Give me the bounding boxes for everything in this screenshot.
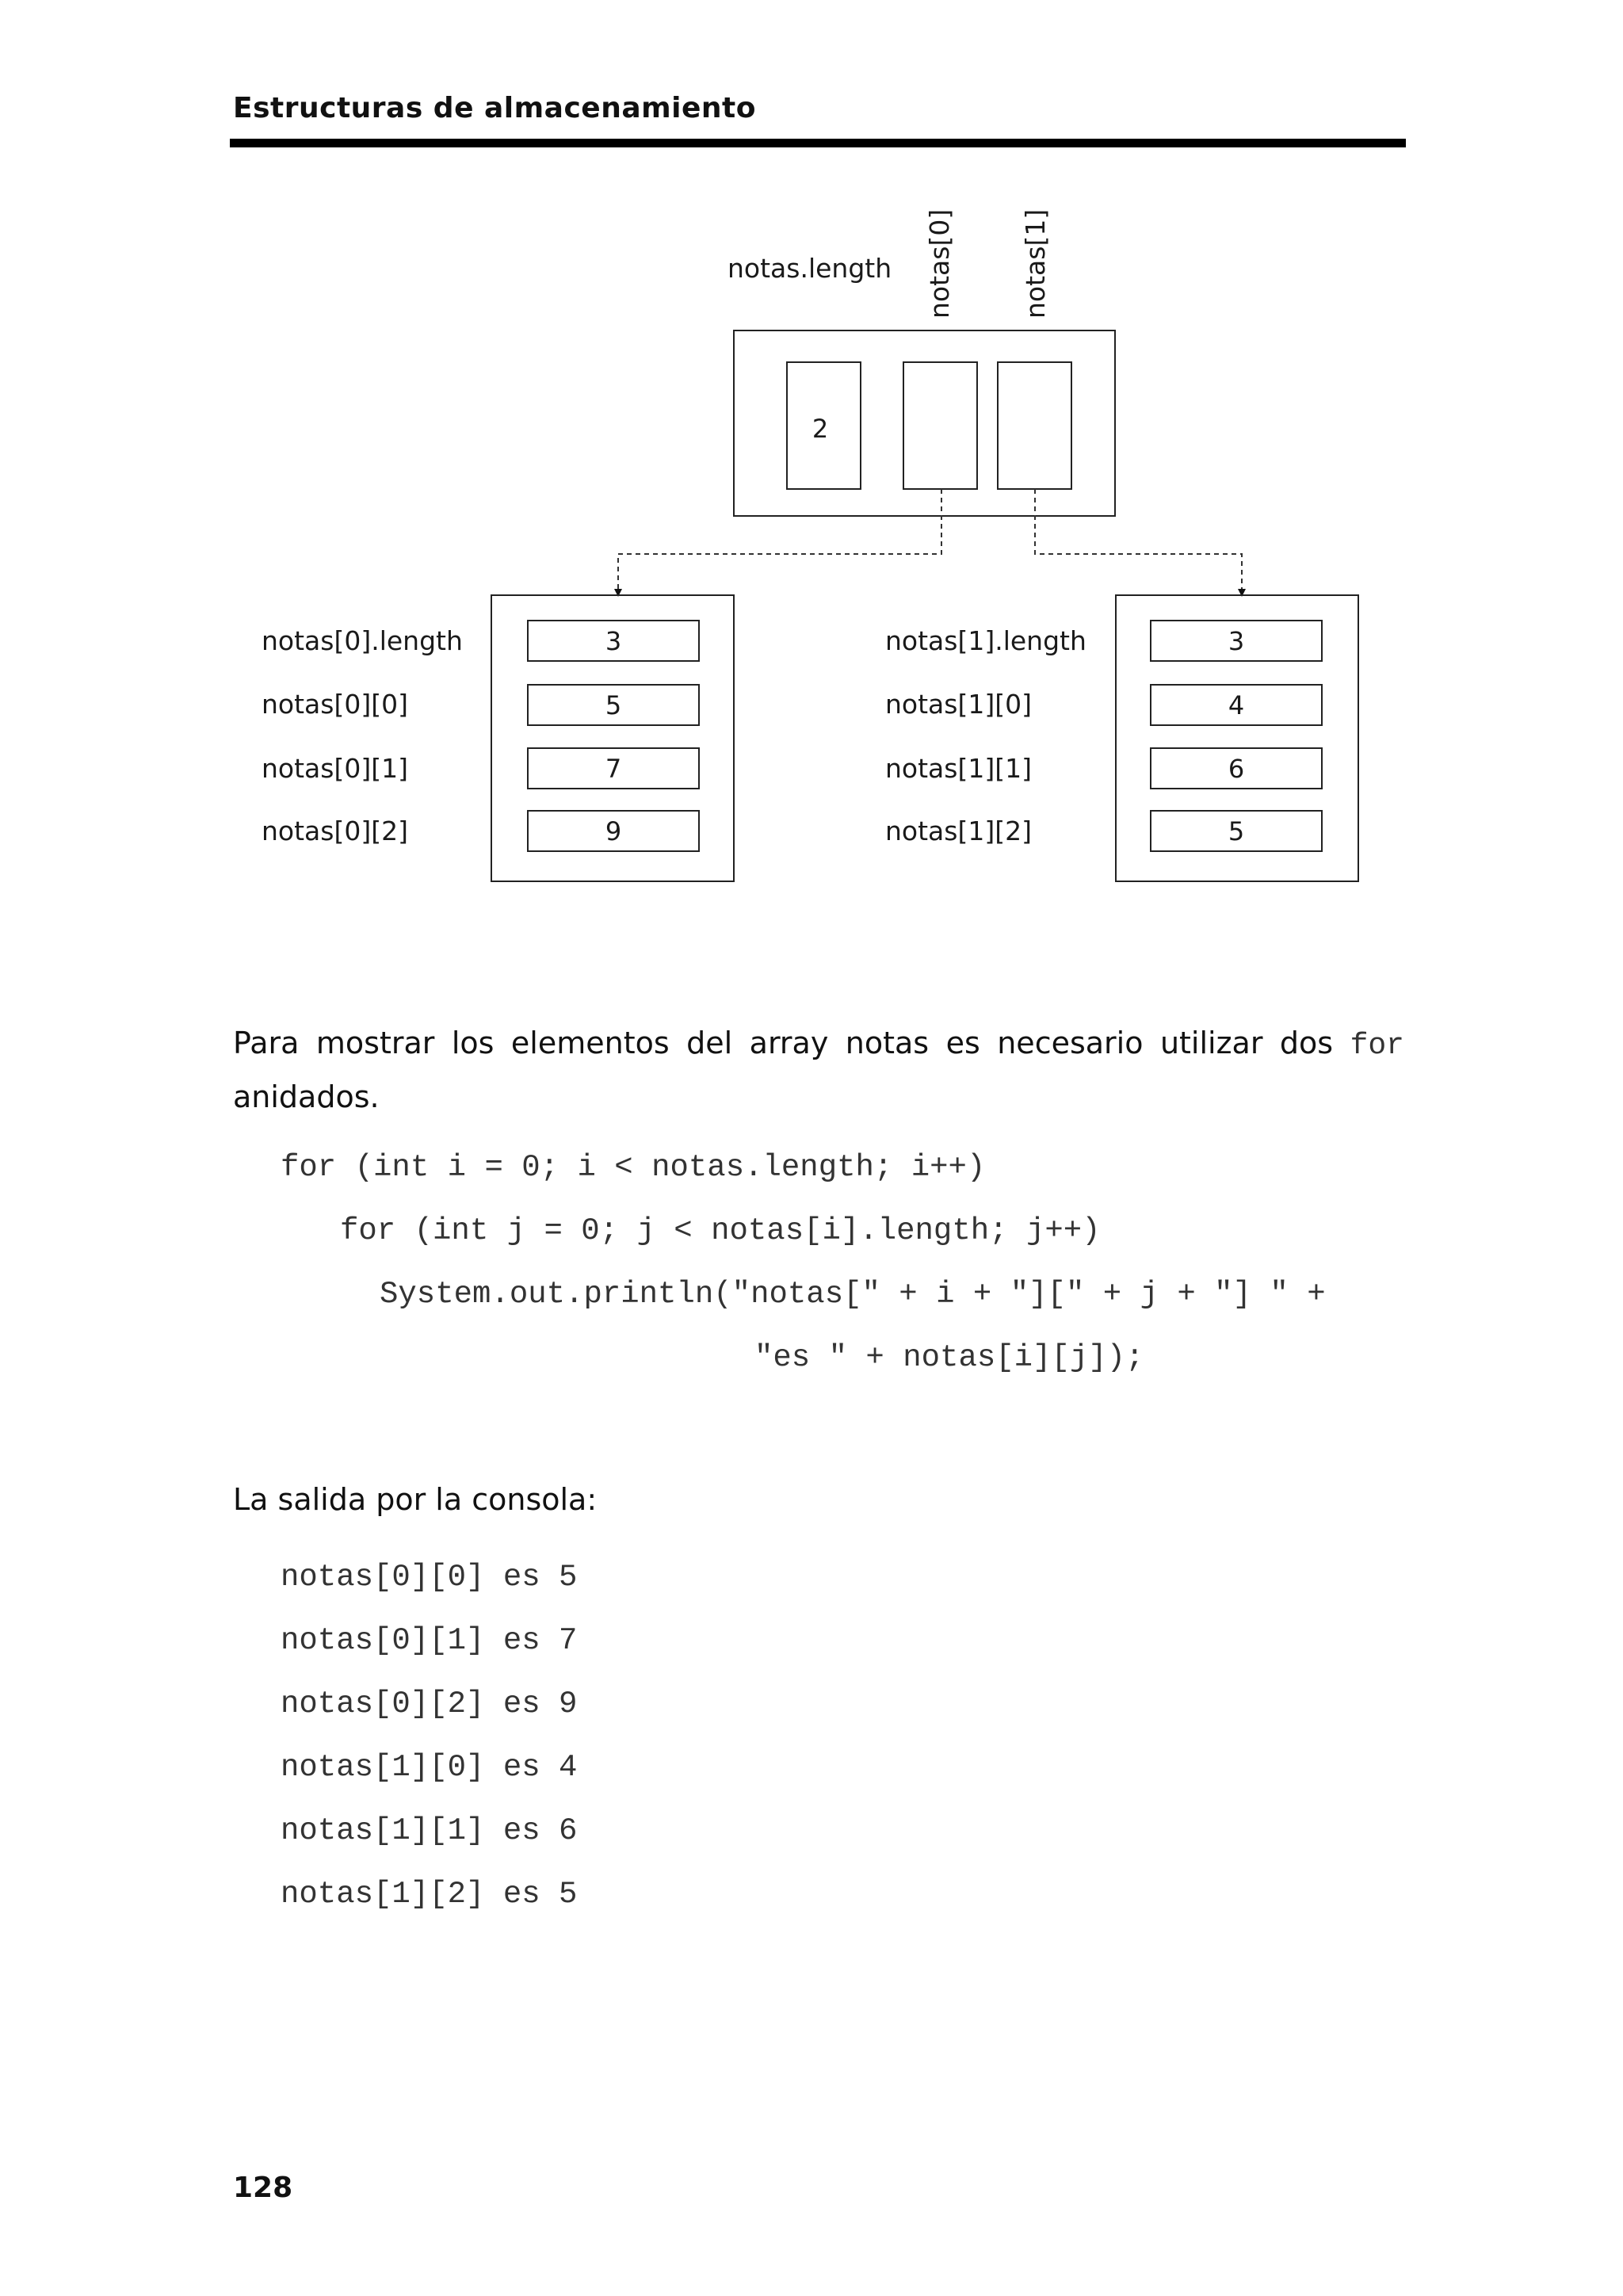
sub1-label: notas[1][1] (885, 753, 1032, 784)
outer-array-box (734, 330, 1115, 516)
sub0-label: notas[0][1] (262, 753, 408, 784)
ref-arrow-0 (618, 489, 941, 593)
running-header-title: Estructuras de almacenamiento (233, 92, 756, 124)
code-line: for (int j = 0; j < notas[i].length; j++) (340, 1213, 1101, 1248)
output-line: notas[0][0] es 5 (281, 1560, 578, 1595)
sub1-value: 5 (1228, 816, 1245, 846)
code-line: for (int i = 0; i < notas.length; i++) (281, 1150, 986, 1185)
output-line: notas[1][1] es 6 (281, 1813, 578, 1848)
sub0-value: 7 (605, 754, 622, 784)
sub1-label: notas[1][0] (885, 689, 1032, 720)
sub1-value: 4 (1228, 690, 1245, 720)
outer-ref-cell-1 (998, 362, 1071, 489)
page-number: 128 (233, 2172, 293, 2204)
outer-ref-cell-0 (903, 362, 977, 489)
output-line: notas[1][0] es 4 (281, 1750, 578, 1785)
label-notas-length: notas.length (727, 253, 892, 284)
ref-arrow-1 (1035, 489, 1242, 593)
code-line: "es " + notas[i][j]); (754, 1340, 1144, 1375)
sub1-label: notas[1][2] (885, 816, 1032, 846)
outer-length-value: 2 (812, 414, 829, 444)
sub0-value: 5 (605, 690, 622, 720)
array-diagram (0, 0, 1623, 911)
output-line: notas[0][1] es 7 (281, 1623, 578, 1658)
sub0-value: 3 (605, 626, 622, 656)
sub1-value: 3 (1228, 626, 1245, 656)
sub1-value: 6 (1228, 754, 1245, 784)
paragraph-code-word: for (1350, 1029, 1404, 1063)
sub0-label: notas[0].length (262, 625, 463, 656)
paragraph-text-after: anidados. (233, 1079, 380, 1114)
sub0-label: notas[0][0] (262, 689, 408, 720)
label-notas-1-ref: notas[1] (1020, 208, 1051, 319)
output-label: La salida por la consola: (233, 1482, 598, 1517)
body-paragraph (233, 1018, 1404, 1122)
sub0-value: 9 (605, 816, 622, 846)
sub1-label: notas[1].length (885, 625, 1086, 656)
output-line: notas[1][2] es 5 (281, 1877, 578, 1912)
output-line: notas[0][2] es 9 (281, 1687, 578, 1721)
label-notas-0-ref: notas[0] (924, 208, 955, 319)
code-line: System.out.println("notas[" + i + "][" + j + "] " + (380, 1277, 1326, 1312)
paragraph-text-before: Para mostrar los elementos del array notas es necesario utilizar dos (233, 1026, 1350, 1060)
sub0-label: notas[0][2] (262, 816, 408, 846)
